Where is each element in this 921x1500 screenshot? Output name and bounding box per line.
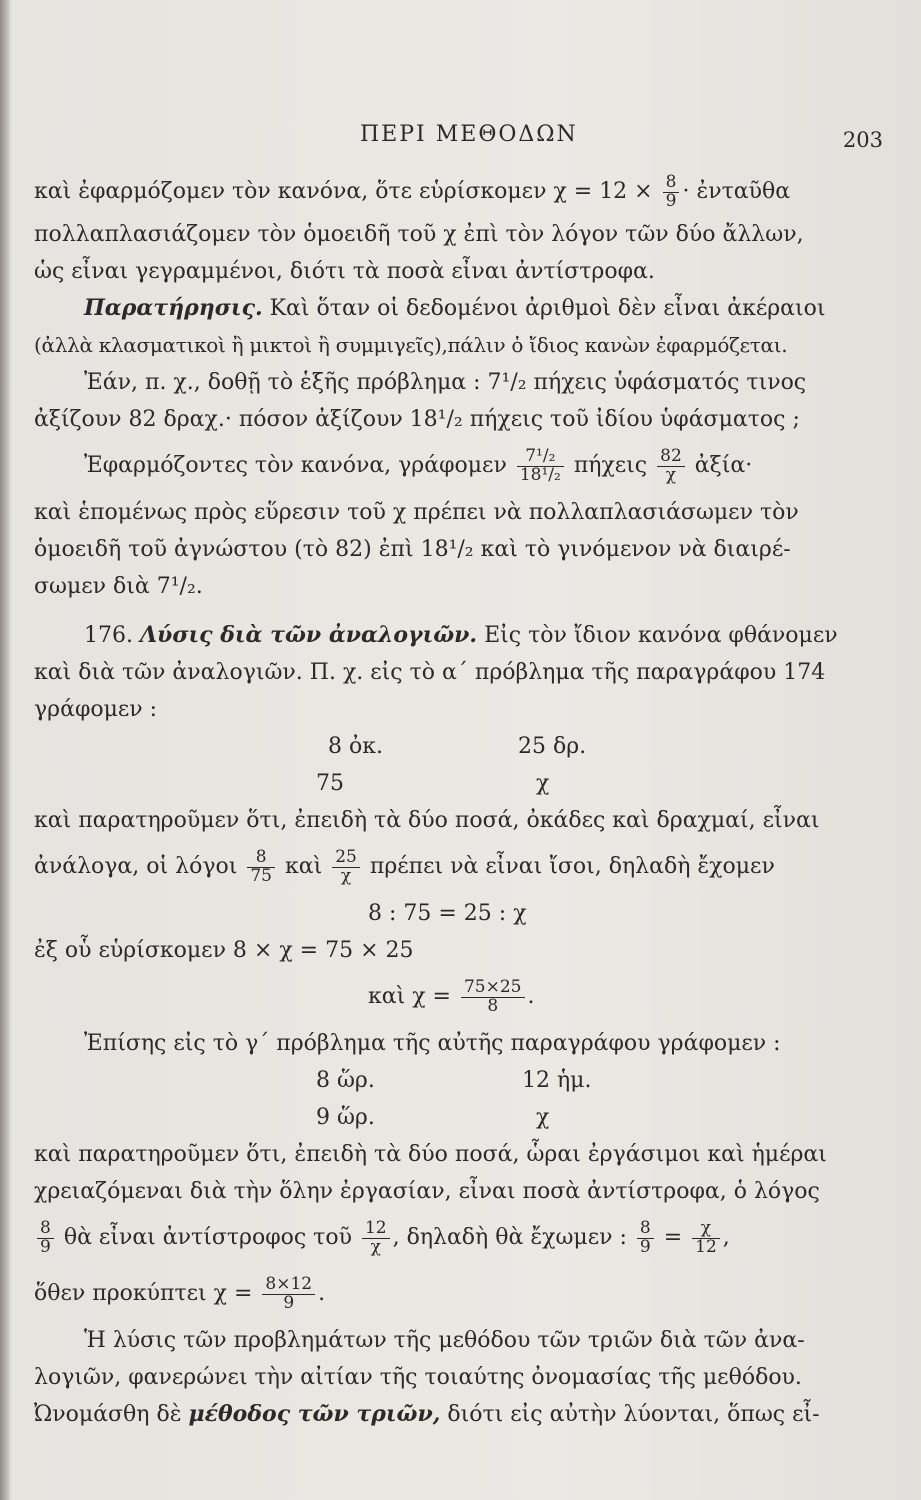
text-line: γράφομεν :	[34, 697, 158, 722]
page-header	[0, 122, 921, 162]
text-line: σωμεν διὰ 7¹/₂.	[34, 574, 203, 599]
text-line: Ἐάν, π. χ., δοθῇ τὸ ἑξῆς πρόβλημα : 7¹/₂ πήχεις ὑφάσματός τινος	[84, 370, 807, 395]
term-heading: μέθοδος τῶν τριῶν,	[188, 1401, 441, 1427]
text-line: λογιῶν, φανερώνει τὴν αἰτίαν τῆς τοιαύτης ὀνομασίας τῆς μεθόδου.	[34, 1365, 802, 1390]
data-table-row: 9 ὥρ. χ	[316, 1105, 550, 1130]
text-line: $\frac{8}{9}$ θὰ εἶναι ἀντίστροφος τοῦ $\frac{12}{\chi}$ , δηλαδὴ θὰ ἔχωμεν : $\frac{8}{9}$ = $\frac{\chi}{12}$ ,	[34, 1210, 879, 1266]
text-line: Ἐφαρμόζοντες τὸν κανόνα, γράφομεν $\frac{\text{7¹/₂}}{\text{18¹/₂}}$ πήχεις $\frac{82}{\chi}$ ἀξία·	[84, 445, 753, 485]
page-fold-shadow	[0, 0, 10, 1500]
text-line: ἐξ οὗ εὑρίσκομεν 8 × χ = 75 × 25	[34, 938, 414, 963]
fraction: $\frac{12}{\chi}$	[362, 1220, 390, 1257]
text-line: καὶ διὰ τῶν ἀναλογιῶν. Π. χ. εἰς τὸ α΄ πρόβλημα τῆς παραγράφου 174	[34, 660, 826, 685]
fraction: $\frac{\text{7¹/₂}}{\text{18¹/₂}}$	[517, 448, 564, 485]
text-line: πολλαπλασιάζομεν τὸν ὁμοειδῆ τοῦ χ ἐπὶ τὸν λόγον τῶν δύο ἄλλων,	[34, 222, 804, 247]
fraction: $\frac{8\times 12}{9}$	[262, 1276, 315, 1313]
text-line: καὶ παρατηροῦμεν ὅτι, ἐπειδὴ τὰ δύο ποσά, ὀκάδες καὶ δραχμαί, εἶναι	[34, 808, 820, 833]
running-title: ΠΕΡΙ ΜΕΘΟΔΩΝ	[360, 122, 578, 147]
fraction: $\frac{75\times 25}{8}$	[461, 979, 525, 1016]
section-heading: Λύσις διὰ τῶν ἀναλογιῶν.	[139, 622, 478, 648]
text-line: Ἐπίσης εἰς τὸ γ΄ πρόβλημα τῆς αὐτῆς παραγράφου γράφομεν :	[84, 1031, 781, 1056]
fraction: $\frac{8}{9}$	[637, 1220, 654, 1257]
text-line: καὶ ἐφαρμόζομεν τὸν κανόνα, ὅτε εὑρίσκομεν χ = 12 × $\frac{8}{9}$ · ἐνταῦθα	[34, 171, 791, 211]
text-line: Ἡ λύσις τῶν προβλημάτων τῆς μεθόδου τῶν τριῶν διὰ τῶν ἀνα-	[84, 1328, 805, 1353]
text-line: 176. Λύσις διὰ τῶν ἀναλογιῶν. Εἰς τὸν ἴδιον κανόνα φθάνομεν	[84, 622, 838, 648]
text-line: καὶ παρατηροῦμεν ὅτι, ἐπειδὴ τὰ δύο ποσά, ὧραι ἐργάσιμοι καὶ ἡμέραι	[34, 1142, 827, 1167]
equation: καὶ χ = $\frac{75\times 25}{8}$ .	[368, 976, 535, 1016]
text-line: (ἀλλὰ κλασματικοὶ ἢ μικτοὶ ἢ συμμιγεῖς),πάλιν ὁ ἴδιος κανὼν ἐφαρμόζεται.	[34, 333, 788, 357]
text-line: ὁμοειδῆ τοῦ ἀγνώστου (τὸ 82) ἐπὶ 18¹/₂ καὶ τὸ γινόμενον νὰ διαιρέ-	[34, 537, 791, 562]
data-table-row: 8 ὀκ. 25 δρ.	[328, 734, 587, 759]
text-line: Παρατήρησις. Καὶ ὅταν οἱ δεδομένοι ἀριθμοὶ δὲν εἶναι ἀκέραιοι	[84, 295, 826, 321]
fraction: $\frac{82}{\chi}$	[657, 448, 685, 485]
data-table-row: 8 ὥρ. 12 ἡμ.	[316, 1068, 592, 1093]
text-line: ὅθεν προκύπτει χ = $\frac{8\times 12}{9}$ .	[34, 1273, 326, 1313]
fraction: $\frac{\chi}{12}$	[692, 1220, 720, 1257]
page-body	[34, 168, 879, 1433]
text-line: Ὠνομάσθη δὲ μέθοδος τῶν τριῶν, διότι εἰς αὐτὴν λύονται, ὅπως εἶ-	[34, 1401, 820, 1427]
text-line: ὡς εἶναι γεγραμμένοι, διότι τὰ ποσὰ εἶναι ἀντίστροφα.	[34, 259, 655, 284]
remark-heading: Παρατήρησις.	[84, 295, 263, 321]
fraction: $\frac{8}{75}$	[247, 849, 275, 886]
text-line: καὶ ἑπομένως πρὸς εὕρεσιν τοῦ χ πρέπει νὰ πολλαπλασιάσωμεν τὸν	[34, 500, 799, 525]
fraction: $\frac{8}{9}$	[37, 1220, 54, 1257]
equation: 8 : 75 = 25 : χ	[368, 901, 527, 926]
fraction: $\frac{8}{9}$	[663, 174, 680, 211]
page-number: 203	[842, 128, 883, 152]
text-line: ἀνάλογα, οἱ λόγοι $\frac{8}{75}$ καὶ $\frac{25}{\chi}$ πρέπει νὰ εἶναι ἴσοι, δηλαδὴ ἔχομεν	[34, 846, 775, 886]
section-number: 176.	[84, 623, 133, 648]
text-line: χρειαζόμεναι διὰ τὴν ὅλην ἐργασίαν, εἶναι ποσὰ ἀντίστροφα, ὁ λόγος	[34, 1179, 820, 1204]
fraction: $\frac{25}{\chi}$	[332, 849, 360, 886]
text-line: ἀξίζουν 82 δραχ.· πόσον ἀξίζουν 18¹/₂ πήχεις τοῦ ἰδίου ὑφάσματος ;	[34, 407, 800, 432]
data-table-row: 75 χ	[316, 771, 550, 796]
